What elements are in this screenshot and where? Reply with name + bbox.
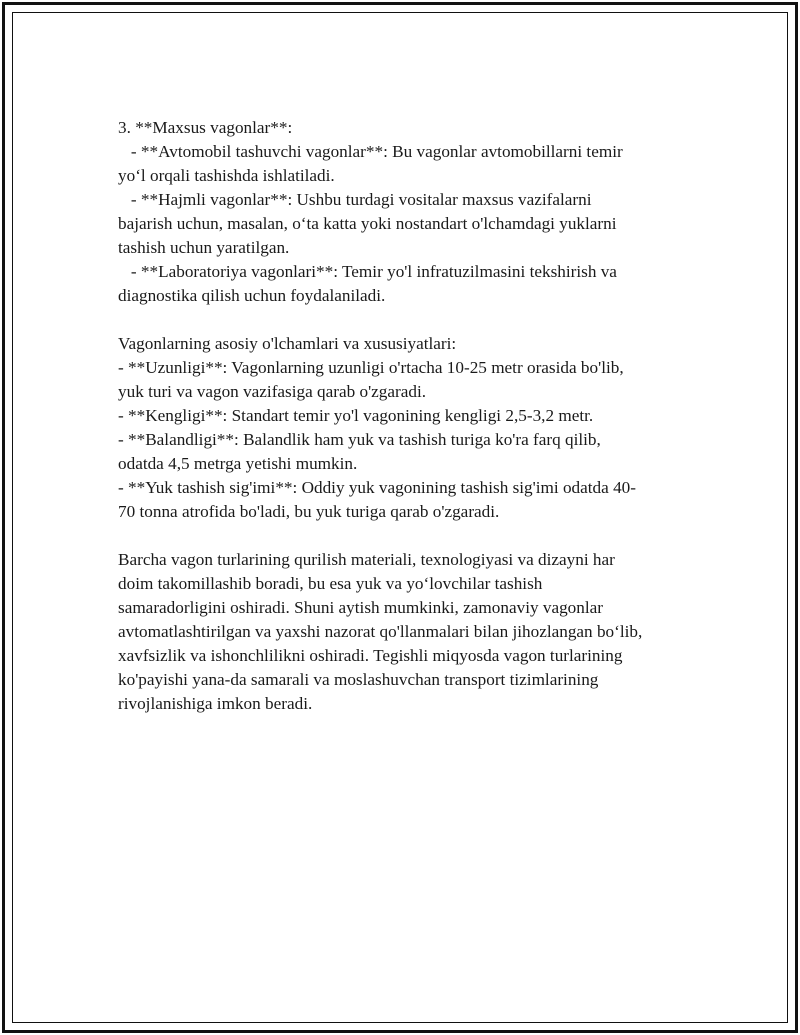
paragraph-line: Barcha vagon turlarining qurilish materiali, texnologiyasi va dizayni har xyxy=(118,550,615,569)
list-item-line: diagnostika qilish uchun foydalaniladi. xyxy=(118,286,386,305)
conclusion-paragraph xyxy=(118,548,688,716)
list-item-line: - **Laboratoriya vagonlari**: Temir yo'l infratuzilmasini tekshirish va xyxy=(118,262,617,281)
list-item xyxy=(118,476,688,524)
list-item-line: yuk turi va vagon vazifasiga qarab o'zgaradi. xyxy=(118,382,427,401)
list-item-line: - **Balandligi**: Balandlik ham yuk va tashish turiga ko'ra farq qilib, xyxy=(118,430,601,449)
list-item-line: - **Hajmli vagonlar**: Ushbu turdagi vositalar maxsus vazifalarni xyxy=(118,190,592,209)
section-dimensions xyxy=(118,332,688,524)
section-special-wagons xyxy=(118,116,688,308)
paragraph-line: doim takomillashib boradi, bu esa yuk va yo‘lovchilar tashish xyxy=(118,574,543,593)
list-item-line: - **Kengligi**: Standart temir yo'l vagonining kengligi 2,5-3,2 metr. xyxy=(118,406,594,425)
paragraph-line: rivojlanishiga imkon beradi. xyxy=(118,694,313,713)
paragraph-spacer xyxy=(118,308,688,332)
list-item xyxy=(118,428,688,476)
list-item xyxy=(118,404,688,428)
list-item xyxy=(118,356,688,404)
list-item-line: - **Avtomobil tashuvchi vagonlar**: Bu vagonlar avtomobillarni temir xyxy=(118,142,623,161)
list-item-line: tashish uchun yaratilgan. xyxy=(118,238,290,257)
section-heading: Vagonlarning asosiy o'lchamlari va xususiyatlari: xyxy=(118,334,457,353)
list-item-line: - **Yuk tashish sig'imi**: Oddiy yuk vagonining tashish sig'imi odatda 40- xyxy=(118,478,636,497)
document-body xyxy=(118,116,688,716)
list-item xyxy=(118,260,688,308)
list-item-line: bajarish uchun, masalan, o‘ta katta yoki nostandart o'lchamdagi yuklarni xyxy=(118,214,617,233)
list-item xyxy=(118,188,688,260)
paragraph-line: xavfsizlik va ishonchlilikni oshiradi. Tegishli miqyosda vagon turlarining xyxy=(118,646,623,665)
section-heading: 3. **Maxsus vagonlar**: xyxy=(118,118,293,137)
list-item-line: odatda 4,5 metrga yetishi mumkin. xyxy=(118,454,358,473)
list-item xyxy=(118,140,688,188)
list-item-line: 70 tonna atrofida bo'ladi, bu yuk turiga qarab o'zgaradi. xyxy=(118,502,500,521)
paragraph-line: avtomatlashtirilgan va yaxshi nazorat qo'llanmalari bilan jihozlangan bo‘lib, xyxy=(118,622,643,641)
paragraph-spacer xyxy=(118,524,688,548)
paragraph-line: samaradorligini oshiradi. Shuni aytish mumkinki, zamonaviy vagonlar xyxy=(118,598,603,617)
list-item-line: yo‘l orqali tashishda ishlatiladi. xyxy=(118,166,335,185)
paragraph-line: ko'payishi yana-da samarali va moslashuvchan transport tizimlarining xyxy=(118,670,599,689)
list-item-line: - **Uzunligi**: Vagonlarning uzunligi o'rtacha 10-25 metr orasida bo'lib, xyxy=(118,358,624,377)
